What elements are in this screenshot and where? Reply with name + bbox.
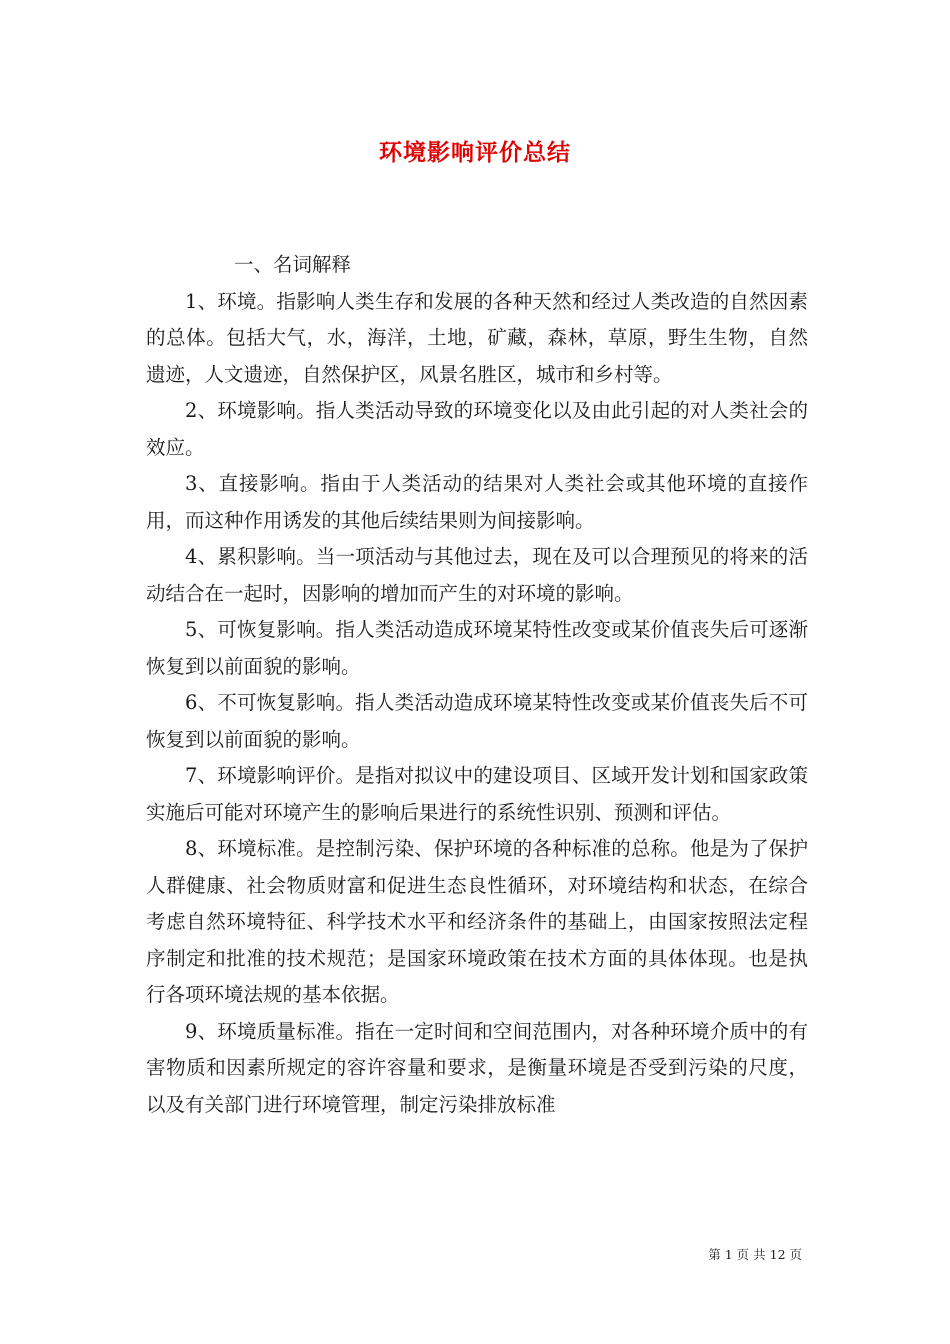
- paragraph-quality-standard: 9、环境质量标准。指在一定时间和空间范围内，对各种环境介质中的有害物质和因素所规定的容许容量和要求，是衡量环境是否受到污染的尺度，以及有关部门进行环境管理，制定污染排放标准: [146, 1019, 808, 1116]
- paragraph-cumulative-impact: 4、累积影响。当一项活动与其他过去，现在及可以合理预见的将来的活动结合在一起时，因影响的增加而产生的对环境的影响。: [146, 545, 808, 605]
- paragraph-environment: 1、环境。指影响人类生存和发展的各种天然和经过人类改造的自然因素的总体。包括大气，水，海洋，土地，矿藏，森林，草原，野生生物，自然遗迹，人文遗迹，自然保护区，风景名胜区，城市和乡村等。: [146, 289, 808, 386]
- page-title: 环境影响评价总结: [379, 139, 571, 166]
- document-body: [146, 247, 808, 1123]
- paragraph-irrecoverable-impact: 6、不可恢复影响。指人类活动造成环境某特性改变或某价值丧失后不可恢复到以前面貌的影响。: [146, 691, 808, 751]
- paragraph-recoverable-impact: 5、可恢复影响。指人类活动造成环境某特性改变或某价值丧失后可逐渐恢复到以前面貌的影响。: [146, 618, 808, 678]
- paragraph-direct-impact: 3、直接影响。指由于人类活动的结果对人类社会或其他环境的直接作用，而这种作用诱发的其他后续结果则为间接影响。: [146, 472, 808, 532]
- page-number-footer: 第 1 页 共 12 页: [708, 1247, 802, 1262]
- paragraph-environmental-standard: 8、环境标准。是控制污染、保护环境的各种标准的总称。他是为了保护人群健康、社会物质财富和促进生态良性循环，对环境结构和状态，在综合考虑自然环境特征、科学技术水平和经济条件的基础上，由国家按照法定程序制定和批准的技术规范；是国家环境政策在技术方面的具体体现。也是执行各项环境法规的基本依据。: [146, 837, 808, 1006]
- paragraph-environmental-impact: 2、环境影响。指人类活动导致的环境变化以及由此引起的对人类社会的效应。: [146, 399, 808, 459]
- section-heading: 一、名词解释: [234, 253, 352, 276]
- paragraph-eia: 7、环境影响评价。是指对拟议中的建设项目、区域开发计划和国家政策实施后可能对环境产生的影响后果进行的系统性识别、预测和评估。: [146, 764, 808, 824]
